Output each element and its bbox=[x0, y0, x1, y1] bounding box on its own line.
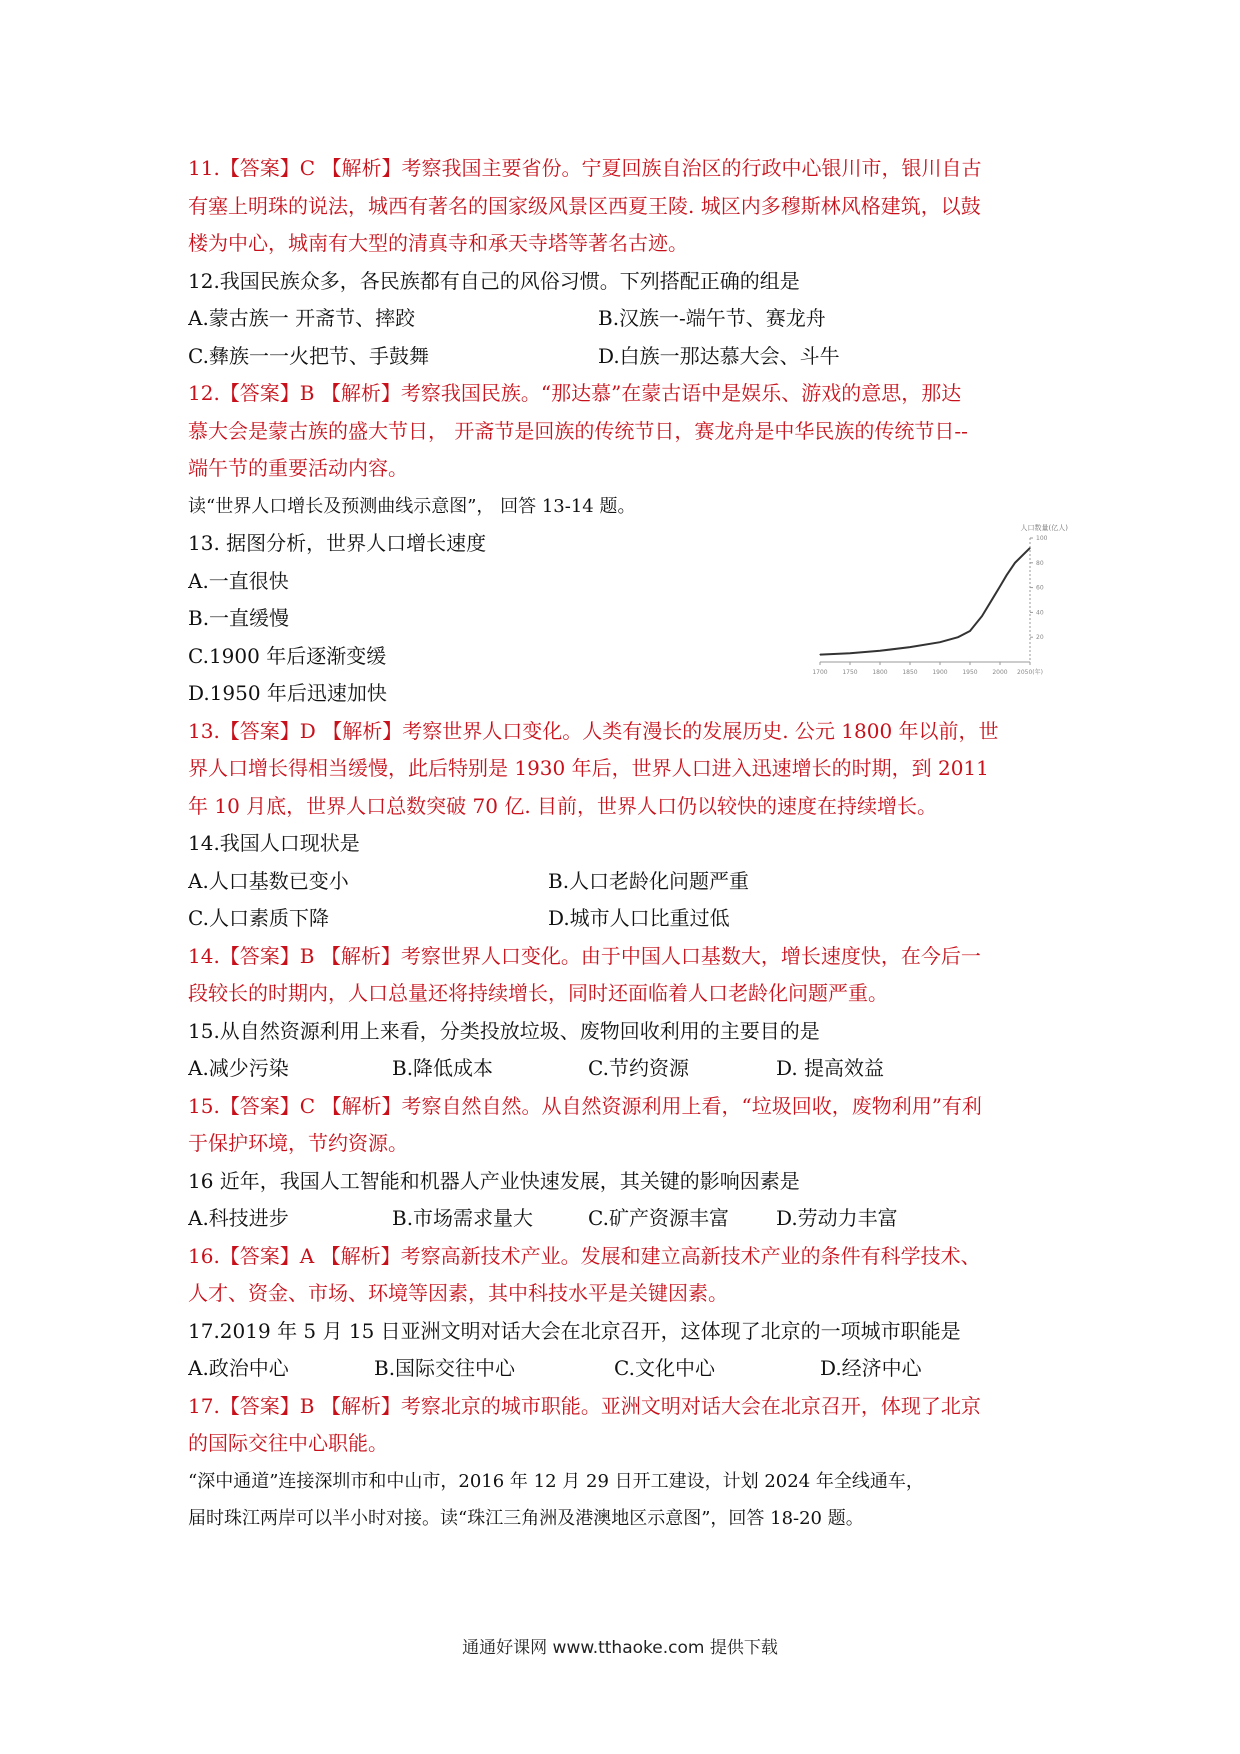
y-tick-label: 80 bbox=[1036, 559, 1044, 567]
data-point bbox=[819, 654, 820, 655]
population-growth-chart bbox=[790, 520, 1070, 680]
data-point bbox=[879, 650, 880, 651]
answer-14 bbox=[188, 938, 1068, 1013]
option-c: C.节约资源 bbox=[588, 1056, 689, 1080]
option-c: C.矿产资源丰富 bbox=[588, 1206, 729, 1230]
question-14 bbox=[188, 825, 1068, 938]
y-tick-label: 40 bbox=[1036, 609, 1044, 617]
question-stem: 12.我国民族众多，各民族都有自己的风俗习惯。下列搭配正确的组是 bbox=[188, 268, 800, 293]
option-c: C.1900 年后逐渐变缓 bbox=[188, 643, 387, 668]
answer-line: 于保护环境，节约资源。 bbox=[188, 1131, 408, 1155]
answer-11 bbox=[188, 150, 1068, 263]
data-point bbox=[1029, 547, 1030, 548]
option-c: C.文化中心 bbox=[614, 1356, 715, 1380]
chart-ticks bbox=[812, 535, 1047, 676]
question-13 bbox=[188, 525, 708, 713]
option-a: A.人口基数已变小 bbox=[188, 868, 349, 893]
option-b: B.汉族一-端午节、赛龙舟 bbox=[598, 306, 826, 330]
chart-series bbox=[819, 547, 1030, 655]
answer-line: 的国际交往中心职能。 bbox=[188, 1431, 388, 1455]
answer-line: 年 10 月底，世界人口总数突破 70 亿. 目前，世界人口仍以较快的速度在持续增长。 bbox=[188, 793, 938, 818]
x-tick-label: 1850 bbox=[902, 669, 918, 676]
footer: 通通好课网 www.tthaoke.com 提供下载 bbox=[462, 1638, 778, 1658]
option-d: D.经济中心 bbox=[820, 1356, 922, 1380]
answer-line: 11.【答案】C 【解析】考察我国主要省份。宁夏回族自治区的行政中心银川市，银川自古 bbox=[188, 156, 982, 180]
option-c: C.彝族一一火把节、手鼓舞 bbox=[188, 343, 429, 368]
answer-line: 14.【答案】B 【解析】考察世界人口变化。由于中国人口基数大，增长速度快，在今后一 bbox=[188, 943, 981, 968]
answer-line: 段较长的时期内，人口总量还将持续增长，同时还面临着人口老龄化问题严重。 bbox=[188, 981, 888, 1005]
option-d: D. 提高效益 bbox=[776, 1056, 885, 1080]
option-c: C.人口素质下降 bbox=[188, 906, 329, 930]
option-d: D.城市人口比重过低 bbox=[548, 906, 730, 930]
answer-15 bbox=[188, 1088, 1068, 1163]
answer-line: 慕大会是蒙古族的盛大节日， 开斋节是回族的传统节日，赛龙舟是中华民族的传统节日-- bbox=[188, 418, 968, 443]
data-point bbox=[969, 630, 970, 631]
data-point bbox=[981, 616, 982, 617]
answer-line: 16.【答案】A 【解析】考察高新技术产业。发展和建立高新技术产业的条件有科学技术、 bbox=[188, 1243, 981, 1268]
y-tick-label: 100 bbox=[1036, 535, 1048, 542]
data-point bbox=[999, 586, 1000, 587]
answer-line: 12.【答案】B 【解析】考察我国民族。“那达慕”在蒙古语中是娱乐、游戏的意思，那达 bbox=[188, 381, 962, 405]
question-16 bbox=[188, 1163, 1068, 1238]
x-tick-label: 1900 bbox=[932, 669, 948, 676]
data-point bbox=[939, 642, 940, 643]
answer-13 bbox=[188, 713, 1068, 826]
options-row bbox=[188, 338, 1068, 376]
x-tick-label: 2050(年) bbox=[1017, 669, 1043, 676]
option-a: A.减少污染 bbox=[188, 1056, 289, 1080]
answer-line: 15.【答案】C 【解析】考察自然自然。从自然资源利用上看，“垃圾回收，废物利用”有利 bbox=[188, 1093, 982, 1118]
answer-line: 人才、资金、市场、环境等因素，其中科技水平是关键因素。 bbox=[188, 1281, 728, 1305]
question-stem: 16 近年，我国人工智能和机器人产业快速发展，其关键的影响因素是 bbox=[188, 1168, 800, 1193]
answer-line: 端午节的重要活动内容。 bbox=[188, 456, 408, 480]
question-17 bbox=[188, 1313, 1068, 1388]
answer-line: 楼为中心，城南有大型的清真寺和承天寺塔等著名古迹。 bbox=[188, 231, 688, 255]
data-point bbox=[957, 637, 958, 638]
answer-line: 13.【答案】D 【解析】考察世界人口变化。人类有漫长的发展历史. 公元 1800 年以前，世 bbox=[188, 718, 999, 743]
options-row bbox=[188, 900, 1068, 938]
data-point bbox=[1014, 562, 1015, 563]
option-b: B.一直缓慢 bbox=[188, 606, 290, 630]
option-b: B.降低成本 bbox=[392, 1056, 494, 1080]
series-line bbox=[820, 548, 1030, 655]
options-row bbox=[188, 863, 1068, 901]
option-a: A.蒙古族一 开斋节、摔跤 bbox=[188, 306, 416, 330]
answer-12 bbox=[188, 375, 1068, 488]
y-tick-label: 60 bbox=[1036, 584, 1044, 592]
data-point bbox=[993, 596, 994, 597]
question-stem: 17.2019 年 5 月 15 日亚洲文明对话大会在北京召开，这体现了北京的一项城市职能是 bbox=[188, 1318, 961, 1343]
question-15 bbox=[188, 1013, 1068, 1088]
question-12 bbox=[188, 263, 1068, 376]
document-body bbox=[188, 150, 1068, 1538]
option-a: A.一直很快 bbox=[188, 568, 289, 593]
answer-line: 17.【答案】B 【解析】考察北京的城市职能。亚洲文明对话大会在北京召开，体现了北京 bbox=[188, 1393, 981, 1418]
question-stem: 15.从自然资源利用上来看，分类投放垃圾、废物回收利用的主要目的是 bbox=[188, 1018, 820, 1043]
data-point bbox=[1006, 575, 1007, 576]
data-point bbox=[849, 653, 850, 654]
y-tick-label: 20 bbox=[1036, 634, 1044, 642]
option-b: B.国际交往中心 bbox=[374, 1356, 516, 1380]
y-axis-label: 人口数量(亿人) bbox=[1020, 524, 1068, 532]
option-d: D.白族一那达慕大会、斗牛 bbox=[598, 343, 840, 368]
answer-17 bbox=[188, 1388, 1068, 1463]
options-row bbox=[188, 300, 1068, 338]
x-tick-label: 1800 bbox=[872, 669, 888, 676]
option-a: A.科技进步 bbox=[188, 1206, 289, 1230]
question-stem: 14.我国人口现状是 bbox=[188, 831, 360, 855]
intro-line: 届时珠江两岸可以半小时对接。读“珠江三角洲及港澳地区示意图”，回答 18-20 题。 bbox=[188, 1508, 864, 1529]
options-row bbox=[188, 1350, 1068, 1388]
option-b: B.人口老龄化问题严重 bbox=[548, 868, 750, 893]
answer-line: 有塞上明珠的说法，城西有著名的国家级风景区西夏王陵. 城区内多穆斯林风格建筑，以鼓 bbox=[188, 193, 981, 218]
question-stem: 13. 据图分析，世界人口增长速度 bbox=[188, 531, 487, 555]
option-a: A.政治中心 bbox=[188, 1356, 289, 1380]
chart-svg bbox=[790, 520, 1070, 680]
chart-axes bbox=[820, 538, 1030, 662]
option-b: B.市场需求量大 bbox=[392, 1206, 534, 1230]
x-tick-label: 1950 bbox=[962, 669, 978, 676]
x-tick-label: 1750 bbox=[842, 669, 858, 676]
intro-line: “深中通道”连接深圳市和中山市，2016 年 12 月 29 日开工建设，计划 2024 年全线通车， bbox=[188, 1470, 924, 1492]
options-row bbox=[188, 1050, 1068, 1088]
option-d: D.1950 年后迅速加快 bbox=[188, 681, 387, 705]
data-point bbox=[909, 647, 910, 648]
intro-18-20 bbox=[188, 1463, 1068, 1538]
x-tick-label: 2000 bbox=[992, 669, 1008, 676]
x-tick-label: 1700 bbox=[812, 669, 828, 676]
answer-line: 界人口增长得相当缓慢，此后特别是 1930 年后，世界人口进入迅速增长的时期，到 2011 bbox=[188, 756, 989, 780]
options-row bbox=[188, 1200, 1068, 1238]
answer-16 bbox=[188, 1238, 1068, 1313]
intro-13-14: 读“世界人口增长及预测曲线示意图”， 回答 13-14 题。 bbox=[188, 495, 636, 517]
option-d: D.劳动力丰富 bbox=[776, 1206, 898, 1230]
